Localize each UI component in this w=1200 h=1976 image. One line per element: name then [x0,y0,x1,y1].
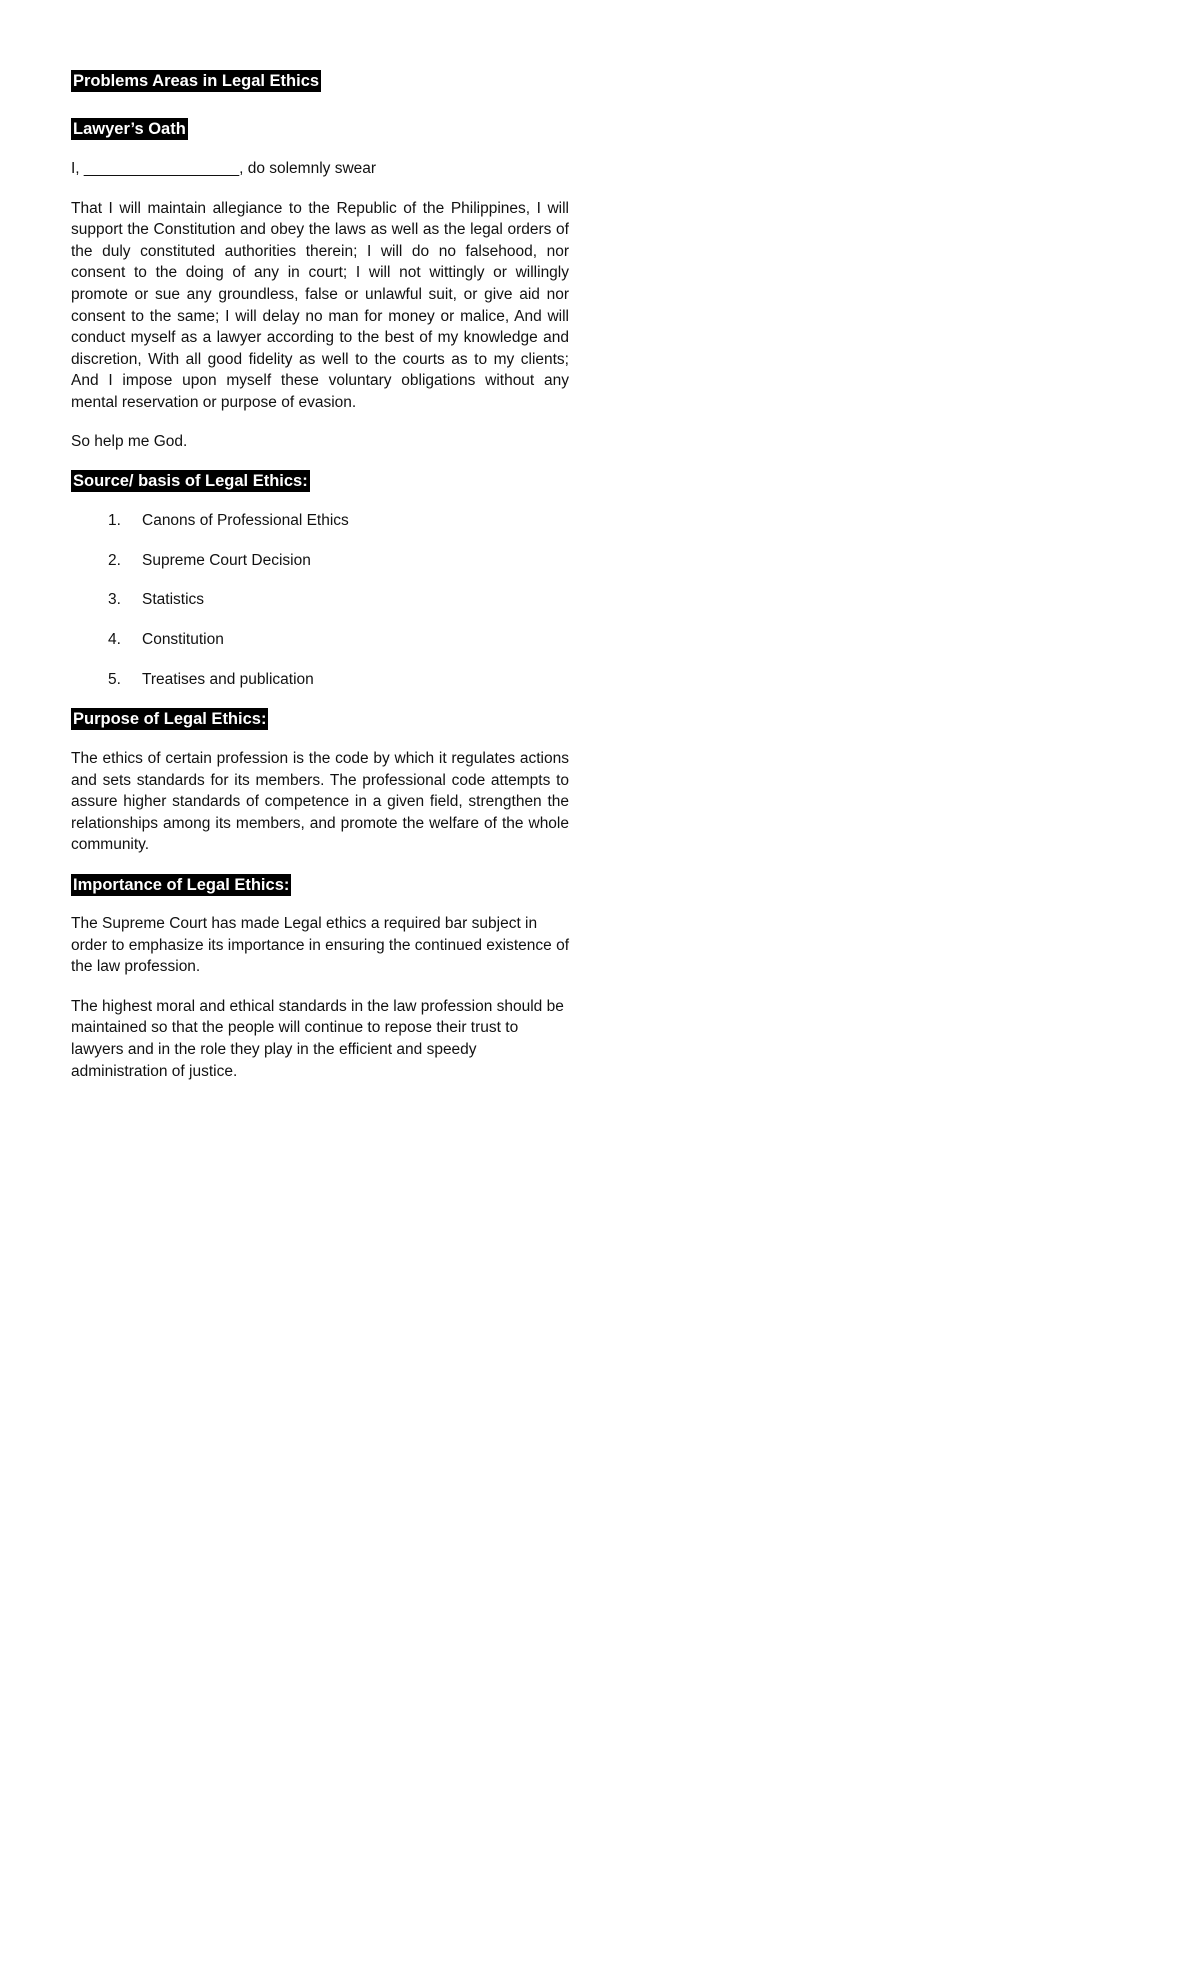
title-block [71,70,569,92]
purpose-heading: Purpose of Legal Ethics: [73,710,267,729]
document-page [71,70,569,1082]
importance-paragraph-1: The Supreme Court has made Legal ethics a required bar subject in order to emphasize its importance in ensuring the continued existence of the law profession. [71,915,570,976]
purpose-heading-block [71,708,569,730]
oath-heading-block [71,118,569,140]
list-item-text: Canons of Professional Ethics [142,512,349,530]
list-item-text: Constitution [142,630,224,648]
list-item-number: 2. [108,551,121,569]
list-item [71,510,569,532]
oath-intro: I, __________________, do solemnly swear [71,160,377,177]
oath-closing: So help me God. [71,432,188,450]
sources-heading-block [71,470,569,492]
document-title: Problems Areas in Legal Ethics [73,72,320,90]
sources-list [71,510,569,690]
importance-paragraph-2: The highest moral and ethical standards in the law profession should be maintained so that the people will continue to repose their trust to lawyers and in the role they play in the efficient and speedy administration of justice. [71,997,564,1080]
purpose-body: The ethics of certain profession is the code by which it regulates actions and sets standards for its members. The professional code attempts to assure higher standards of competence in a given field, strengthen the relationships among its members, and promote the welfare of the whole community. [71,750,569,854]
list-item [71,669,569,691]
list-item-number: 5. [108,670,121,688]
sources-heading: Source/ basis of Legal Ethics: [73,472,308,491]
list-item-text: Supreme Court Decision [142,551,311,569]
list-item-number: 4. [108,630,121,648]
importance-heading-block [71,874,569,896]
oath-body: That I will maintain allegiance to the Republic of the Philippines, I will support the Constitution and obey the laws as well as the legal orders of the duly constituted authorities therein; I will do no falsehood, nor consent to the doing of any in court; I will not wittingly or willingly promote or sue any groundless, false or unlawful suit, or give aid nor consent to the same; I will delay no man for money or malice, And will conduct myself as a lawyer according to the best of my knowledge and discretion, With all good fidelity as well to the courts as to my clients; And I impose upon myself these voluntary obligations without any mental reservation or purpose of evasion. [71,199,569,411]
list-item [71,550,569,572]
oath-heading: Lawyer’s Oath [73,120,186,138]
list-item [71,629,569,651]
list-item-text: Statistics [142,591,205,609]
list-item [71,589,569,611]
list-item-number: 1. [108,512,121,530]
list-item-number: 3. [108,591,121,609]
importance-heading: Importance of Legal Ethics: [73,876,290,895]
list-item-text: Treatises and publication [142,670,314,688]
